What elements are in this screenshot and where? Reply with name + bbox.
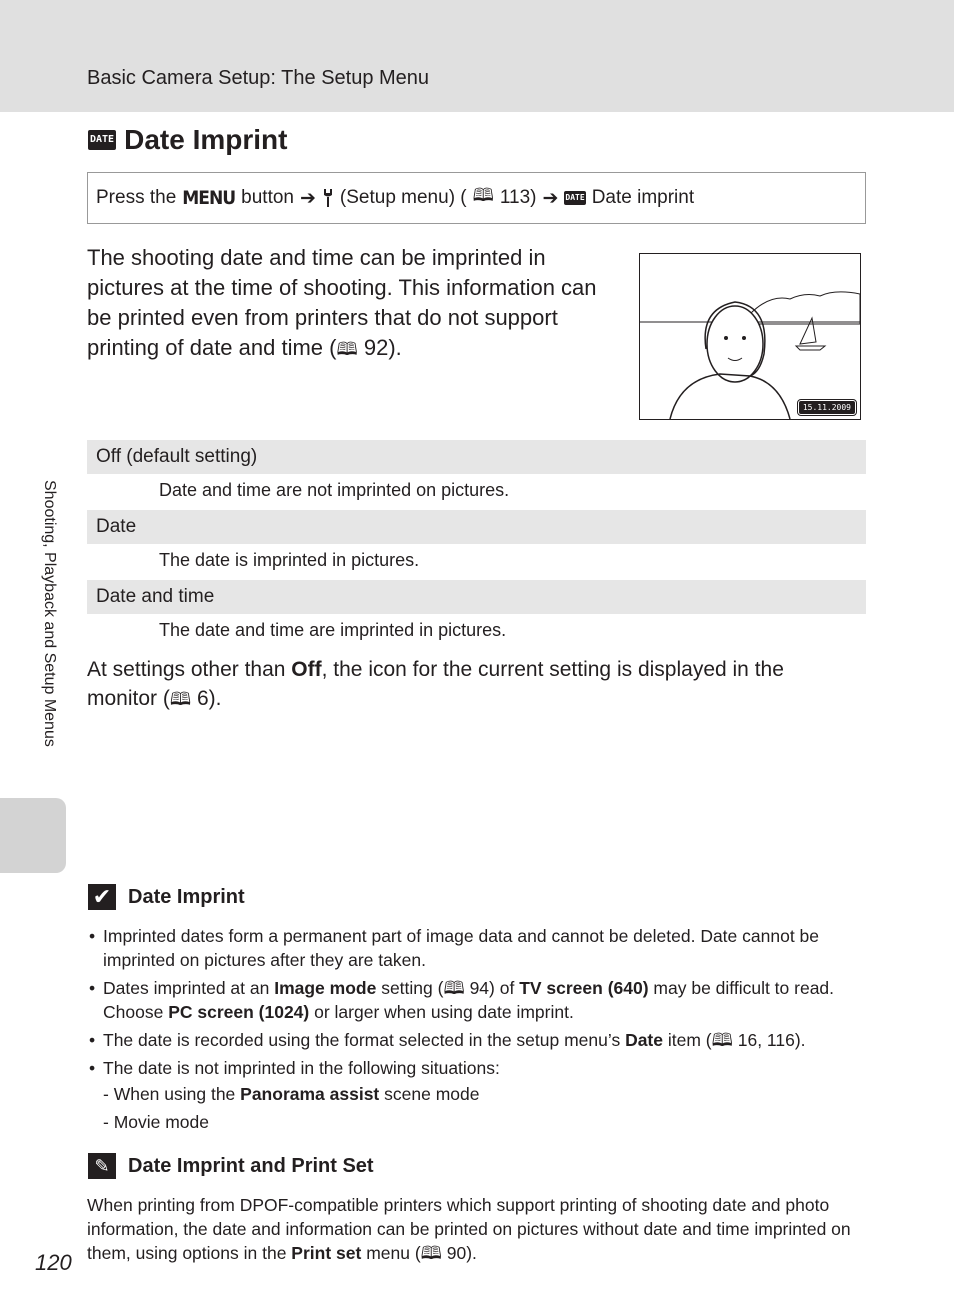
arrow-icon: ➔	[299, 187, 316, 209]
notice-print-set	[88, 1153, 374, 1179]
wrench-icon	[322, 188, 334, 208]
list-item: • The date is not imprinted in the following situations:	[87, 1056, 862, 1080]
option-off-desc: Date and time are not imprinted on pictures.	[159, 480, 510, 500]
sample-photo	[639, 253, 861, 420]
option-off: Off (default setting)	[87, 440, 866, 474]
arrow-icon: ➔	[542, 187, 559, 209]
side-label: Shooting, Playback and Setup Menus	[41, 480, 58, 747]
page-number: 120	[35, 1250, 72, 1275]
menu-path-box	[87, 172, 866, 224]
intro-paragraph: The shooting date and time can be imprinted in pictures at the time of shooting. This information can be printed even from printers that do not support printing of date and time (🕮 92).	[87, 243, 607, 364]
book-icon: 🕮	[420, 1243, 442, 1263]
menu-button-icon: MENU	[182, 187, 236, 209]
path-press: Press the	[96, 187, 177, 208]
book-icon: 🕮	[443, 978, 465, 998]
notice-date-imprint	[88, 884, 245, 910]
notice-title: Date Imprint	[128, 885, 245, 908]
sub-item-panorama: - When using the Panorama assist scene mode	[103, 1084, 480, 1104]
photo-illustration	[640, 254, 860, 419]
page-title	[88, 124, 287, 156]
print-set-paragraph: When printing from DPOF-compatible printers which support printing of shooting date and photo information, the date and information can be printed on pictures without date and time imprinted on them, using options in the Print set menu (🕮 90).	[87, 1195, 851, 1263]
path-item: Date imprint	[591, 187, 695, 208]
book-icon: 🕮	[711, 1030, 733, 1050]
settings-note: At settings other than Off, the icon for the current setting is displayed in the monitor (🕮 6).	[87, 655, 847, 714]
date-imprint-icon: DATE	[564, 191, 585, 205]
header-bar	[0, 0, 954, 112]
path-page-ref: 113)	[499, 187, 537, 208]
option-date-desc: The date is imprinted in pictures.	[159, 550, 420, 570]
side-tab	[0, 798, 66, 873]
page-title-text: Date Imprint	[124, 124, 288, 155]
option-date: Date	[87, 510, 866, 544]
path-button: button	[241, 187, 294, 208]
book-icon: 🕮	[472, 185, 494, 205]
notice-title: Date Imprint and Print Set	[128, 1154, 374, 1177]
date-imprint-icon: DATE	[88, 130, 116, 150]
list-item: • Imprinted dates form a permanent part of image data and cannot be deleted. Date cannot be imprinted on pictures after they are taken.	[87, 924, 862, 972]
book-icon: 🕮	[336, 339, 358, 359]
path-setup: (Setup menu) (	[339, 187, 467, 208]
pencil-icon: ✎	[88, 1153, 116, 1179]
breadcrumb: Basic Camera Setup: The Setup Menu	[87, 67, 430, 89]
book-icon: 🕮	[169, 689, 192, 709]
sub-item-movie: - Movie mode	[103, 1112, 210, 1132]
list-item: • The date is recorded using the format selected in the setup menu’s Date item (🕮 16, 116).	[87, 1028, 862, 1052]
notice-bullets	[87, 924, 862, 1084]
option-date-and-time: Date and time	[87, 580, 866, 614]
option-date-and-time-desc: The date and time are imprinted in pictures.	[159, 620, 507, 640]
date-stamp: 15.11.2009	[798, 400, 856, 415]
list-item: • Dates imprinted at an Image mode setting (🕮 94) of TV screen (640) may be difficult to read. Choose PC screen (1024) or larger when using date imprint.	[87, 976, 862, 1024]
check-icon: ✔	[88, 884, 116, 910]
